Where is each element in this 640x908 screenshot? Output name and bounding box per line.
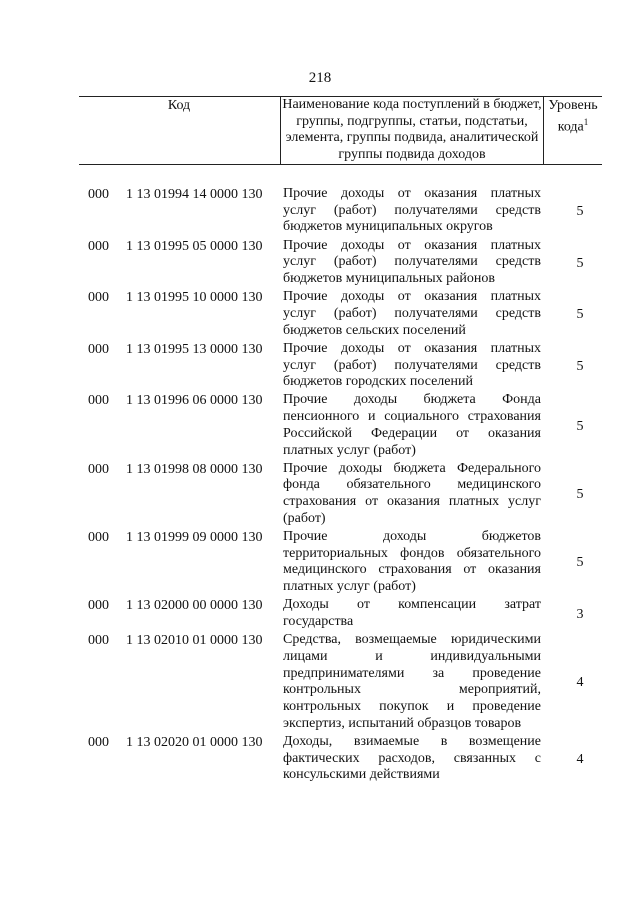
table-row xyxy=(0,734,640,784)
page-number: 218 xyxy=(308,70,332,86)
classifier-code: 000 xyxy=(88,633,109,649)
income-name-line: бюджетов муниципальных районов xyxy=(283,271,495,286)
income-name xyxy=(283,632,541,732)
table-row xyxy=(0,461,640,528)
income-name-line: (работ) xyxy=(283,510,326,526)
classifier-code: 000 xyxy=(88,238,109,254)
income-name xyxy=(283,238,541,288)
table-row xyxy=(0,289,640,339)
income-name-line: медицинского страхования от оказания xyxy=(283,562,541,578)
income-name-line: страхования от оказания платных услуг xyxy=(283,494,541,510)
header-code: Код xyxy=(167,98,191,113)
income-name-line: Прочие доходы от оказания платных xyxy=(283,237,541,253)
income-name-line: Прочие доходы бюджета Фонда xyxy=(283,392,541,408)
classifier-code: 000 xyxy=(88,530,109,545)
income-code: 1 13 02020 01 0000 130 xyxy=(126,734,263,750)
income-code: 1 13 01995 13 0000 130 xyxy=(126,341,263,357)
income-name-line: пенсионного и социального страхования xyxy=(283,409,541,425)
table-row xyxy=(0,529,640,596)
income-code: 1 13 01999 09 0000 130 xyxy=(126,530,263,545)
income-name-line: контрольных покупок и проведение xyxy=(283,699,541,714)
income-name-line: предпринимателями за проведение xyxy=(283,665,541,681)
income-name-line: услуг (работ) получателями средств xyxy=(283,357,541,373)
income-name-line: бюджетов муниципальных округов xyxy=(283,219,493,235)
classifier-code: 000 xyxy=(88,341,109,357)
table-row xyxy=(0,632,640,732)
income-name-line: контрольных мероприятий, xyxy=(283,682,541,698)
income-name-line: Средства, возмещаемые юридическими xyxy=(283,632,541,648)
income-name xyxy=(283,289,541,339)
classifier-code: 000 xyxy=(88,290,109,306)
header-level xyxy=(544,97,602,136)
income-code: 1 13 01995 10 0000 130 xyxy=(126,290,263,306)
income-name-line: Доходы от компенсации затрат xyxy=(283,597,541,613)
code-level: 4 xyxy=(576,751,584,767)
footnote-mark: 1 xyxy=(583,117,589,127)
classifier-code: 000 xyxy=(88,461,109,477)
income-name-line: Прочие доходы от оказания платных xyxy=(283,186,541,201)
income-code: 1 13 01998 08 0000 130 xyxy=(126,461,263,477)
table-row xyxy=(0,186,640,236)
income-name-line: услуг (работ) получателями средств xyxy=(283,305,541,321)
code-level: 5 xyxy=(576,255,584,271)
classifier-code: 000 xyxy=(88,393,109,409)
income-name-line: Российской Федерации от оказания xyxy=(283,425,541,441)
income-code: 1 13 01994 14 0000 130 xyxy=(126,187,263,202)
income-name-line: фонда обязательного медицинского xyxy=(283,477,541,493)
table-row xyxy=(0,238,640,288)
classifier-code: 000 xyxy=(88,598,109,614)
income-name-line: Прочие доходы от оказания платных xyxy=(283,289,541,305)
income-name xyxy=(283,597,541,630)
income-code: 1 13 01996 06 0000 130 xyxy=(126,393,263,409)
income-name-line: лицами и индивидуальными xyxy=(283,648,541,664)
classifier-code: 000 xyxy=(88,187,109,202)
table-row xyxy=(0,597,640,630)
income-name-line: территориальных фондов обязательного xyxy=(283,545,541,561)
income-code: 1 13 01995 05 0000 130 xyxy=(126,238,263,254)
code-level: 5 xyxy=(576,487,584,503)
income-name-line: консульскими действиями xyxy=(283,767,440,783)
code-level: 3 xyxy=(576,606,584,622)
income-name xyxy=(283,461,541,528)
income-name xyxy=(283,392,541,459)
income-name-line: фактических расходов, связанных с xyxy=(283,750,541,766)
income-name-line: услуг (работ) получателями средств xyxy=(283,254,541,270)
classifier-code: 000 xyxy=(88,734,109,750)
code-level: 5 xyxy=(576,418,584,434)
table-header xyxy=(79,96,602,165)
income-code: 1 13 02000 00 0000 130 xyxy=(126,598,263,614)
income-name-line: Доходы, взимаемые в возмещение xyxy=(283,733,541,749)
income-name-line: платных услуг (работ) xyxy=(283,579,416,595)
code-level: 5 xyxy=(576,307,584,323)
income-name xyxy=(283,734,541,784)
income-name-line: бюджетов городских поселений xyxy=(283,374,473,390)
income-name-line: государства xyxy=(283,614,354,629)
income-name-line: Прочие доходы бюджетов xyxy=(283,529,541,544)
income-name-line: Прочие доходы от оказания платных xyxy=(283,340,541,356)
code-level: 4 xyxy=(576,675,584,691)
income-name-line: платных услуг (работ) xyxy=(283,442,416,458)
code-level: 5 xyxy=(576,555,584,571)
income-name xyxy=(283,186,541,236)
code-level: 5 xyxy=(576,204,584,220)
income-name-line: услуг (работ) получателями средств xyxy=(283,202,541,218)
income-name-line: бюджетов сельских поселений xyxy=(283,322,466,338)
table-row xyxy=(0,341,640,391)
income-name xyxy=(283,529,541,596)
header-name: Наименование кода поступлений в бюджет, группы, подгруппы, статьи, подстатьи, элемента, группы подвида, аналитической группы подвида доходов xyxy=(280,97,544,164)
code-level: 5 xyxy=(576,358,584,374)
header-level-label: Уровень кода xyxy=(548,98,598,135)
income-code: 1 13 02010 01 0000 130 xyxy=(126,633,263,649)
table-row xyxy=(0,392,640,459)
income-name xyxy=(283,341,541,391)
income-name-line: Прочие доходы бюджета Федерального xyxy=(283,460,541,476)
income-name-line: экспертиз, испытаний образцов товаров xyxy=(283,715,522,731)
